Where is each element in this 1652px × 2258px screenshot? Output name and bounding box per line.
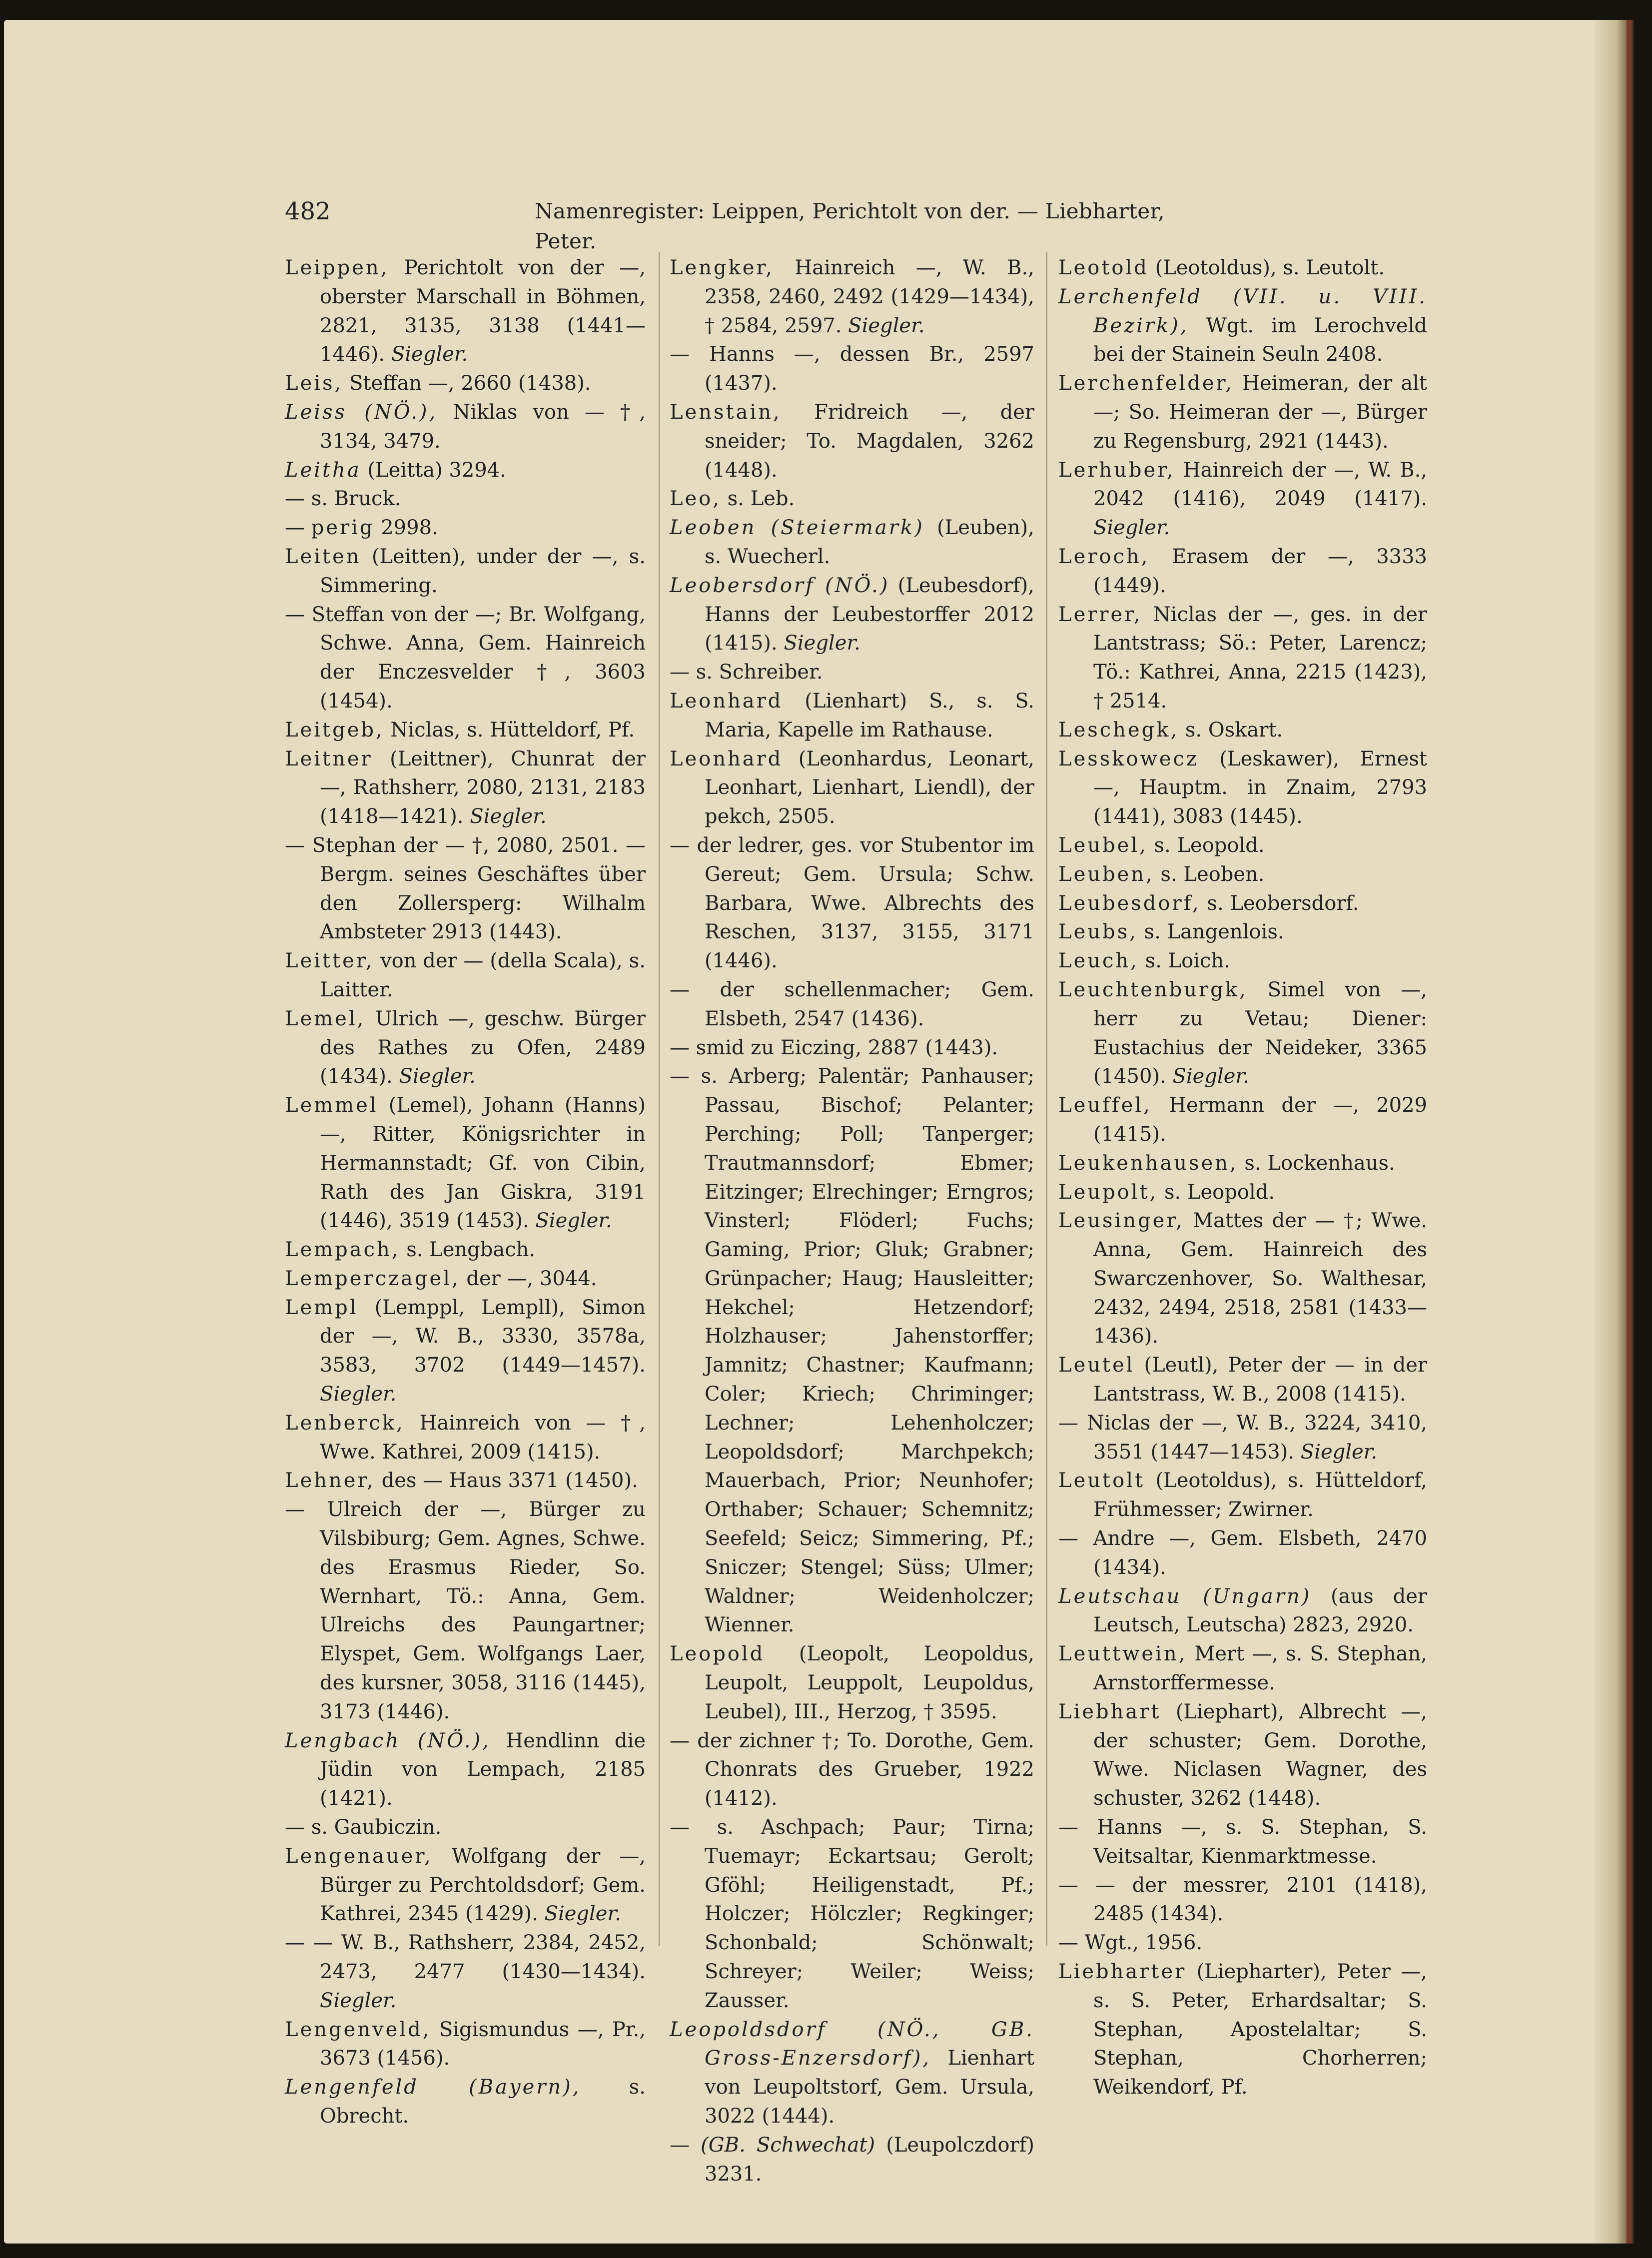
entry-lemma: perig bbox=[311, 516, 375, 540]
entry-lemma: Leonhard bbox=[670, 747, 783, 770]
entry-lemma: Leobersdorf (NÖ.) bbox=[670, 574, 890, 597]
index-entry bbox=[670, 514, 1034, 572]
index-entry bbox=[670, 485, 1034, 514]
index-entry bbox=[670, 687, 1034, 745]
index-entry bbox=[285, 831, 646, 947]
entry-lemma: Leuch, bbox=[1058, 949, 1139, 973]
entry-lemma: Lempl bbox=[285, 1296, 358, 1319]
index-entry bbox=[1058, 1351, 1427, 1409]
index-entry bbox=[285, 456, 646, 485]
entry-text: s. Leopold. bbox=[1147, 833, 1265, 857]
entry-lemma: Leuben, bbox=[1058, 862, 1154, 886]
entry-text: von der — (della Scala), s. Laitter. bbox=[320, 949, 646, 1001]
index-entry bbox=[670, 254, 1034, 340]
index-entry bbox=[1058, 456, 1427, 543]
index-entry bbox=[670, 976, 1034, 1034]
entry-lemma: Leschegk, bbox=[1058, 718, 1179, 742]
index-entry bbox=[285, 1929, 646, 2015]
entry-lemma: Leubs, bbox=[1058, 920, 1138, 944]
entry-text: Hermann der —, 2029 (1415). bbox=[1093, 1094, 1427, 1146]
entry-lemma: Lerchenfeld (VII. u. VIII. Bezirk), bbox=[1058, 285, 1427, 337]
entry-text: Mert —, s. S. Stephan, Arnstorffermesse. bbox=[1093, 1642, 1427, 1695]
entry-text: (Lemppl, Lempll), Simon der —, W. B., 3330, 3578a, 3583, 3702 (1449—1457). bbox=[320, 1296, 646, 1377]
entry-text: — Stephan der — †, 2080, 2501. — Bergm. seines Geschäftes über den Zollersperg: Wilhalm Ambsteter 2913 (1443). bbox=[285, 833, 646, 944]
index-entry bbox=[1058, 1582, 1427, 1640]
entry-text: Fridreich —, der sneider; To. Magdalen, 3262 (1448). bbox=[705, 400, 1034, 482]
entry-text: s. Lengbach. bbox=[400, 1238, 536, 1262]
entry-text: Mattes der — †; Wwe. Anna, Gem. Hainreich des Swarczenhover, So. Walthesar, 2432, 2494, 2518, 2581 (1433—1436). bbox=[1093, 1209, 1427, 1348]
entry-lemma: Leonhard bbox=[670, 689, 783, 713]
entry-text: — der ledrer, ges. vor Stubentor im Gereut; Gem. Ursula; Schw. Barbara, Wwe. Albrechts des Reschen, 3137, 3155, 3171 (1446). bbox=[670, 833, 1034, 973]
column-rule bbox=[659, 252, 660, 1946]
entry-lemma: Lerrer, bbox=[1058, 603, 1142, 626]
entry-lemma: Lenstain, bbox=[670, 400, 782, 424]
index-column-3 bbox=[1058, 254, 1427, 2102]
entry-lemma: Leutschau (Ungarn) bbox=[1058, 1584, 1312, 1608]
entry-text: — der zichner †; To. Dorothe, Gem. Chonrats des Grueber, 1922 (1412). bbox=[670, 1729, 1034, 1810]
entry-text: Hainreich von — †, Wwe. Kathrei, 2009 (1415). bbox=[320, 1411, 646, 1464]
entry-text: — — der messrer, 2101 (1418), 2485 (1434). bbox=[1058, 1873, 1427, 1926]
entry-text: (Leopolt, Leopoldus, Leupolt, Leuppolt, Leupoldus, Leubel), III., Herzog, † 3595. bbox=[705, 1642, 1034, 1723]
entry-lemma: Leiss (NÖ.), bbox=[285, 400, 438, 424]
entry-text: s. Langenlois. bbox=[1137, 920, 1284, 944]
index-entry bbox=[1058, 976, 1427, 1091]
siegler-note: Siegler. bbox=[385, 343, 468, 366]
index-entry bbox=[285, 947, 646, 1005]
entry-text: Ulrich —, geschw. Bürger des Rathes zu Ofen, 2489 (1434). bbox=[320, 1007, 646, 1088]
index-entry bbox=[1058, 1958, 1427, 2102]
page-number: 482 bbox=[285, 197, 331, 225]
entry-text: — Andre —, Gem. Elsbeth, 2470 (1434). bbox=[1058, 1527, 1427, 1579]
entry-text: des — Haus 3371 (1450). bbox=[375, 1469, 638, 1493]
index-entry bbox=[285, 716, 646, 745]
index-entry bbox=[1058, 1207, 1427, 1351]
entry-text: s. Leb. bbox=[721, 487, 795, 511]
index-entry bbox=[670, 2016, 1034, 2131]
entry-lemma: Leroch, bbox=[1058, 545, 1150, 568]
siegler-note: Siegler. bbox=[463, 805, 547, 828]
entry-text: (Leonhardus, Leonart, Leonhart, Lienhart, Liendl), der pekch, 2505. bbox=[705, 747, 1034, 828]
column-rule bbox=[1046, 252, 1047, 1946]
index-entry bbox=[285, 398, 646, 456]
running-title: Namenregister: Leippen, Perichtolt von der. — Liebharter, Peter. bbox=[535, 199, 1165, 253]
index-entry bbox=[670, 572, 1034, 658]
entry-text: — Steffan von der —; Br. Wolfgang, Schwe. Anna, Gem. Hainreich der Enczesvelder †, 3603 (1454). bbox=[285, 603, 646, 713]
index-entry bbox=[1058, 369, 1427, 456]
index-entry bbox=[670, 1034, 1034, 1063]
entry-text: (Leitten), under der —, s. Simmering. bbox=[320, 545, 646, 597]
entry-lemma: Leutolt bbox=[1058, 1469, 1145, 1493]
index-entry bbox=[285, 1005, 646, 1091]
index-entry bbox=[670, 745, 1034, 831]
index-entry bbox=[285, 2073, 646, 2131]
index-entry bbox=[670, 831, 1034, 976]
entry-text: Niclas, s. Hütteldorf, Pf. bbox=[384, 718, 635, 742]
index-entry bbox=[670, 2131, 1034, 2189]
entry-text: Simel von —, herr zu Vetau; Diener: Eustachius der Neideker, 3365 (1450). bbox=[1093, 978, 1427, 1088]
entry-text: (Leupolczdorf) 3231. bbox=[705, 2133, 1034, 2186]
entry-text: s. Leopold. bbox=[1158, 1180, 1275, 1204]
entry-text: — s. Aschpach; Paur; Tirna; Tuemayr; Eckartsau; Gerolt; Gföhl; Heiligenstadt, Pf.; Holczer; Hölczler; Regkinger; Schonbald; Schönwalt; Schreyer; Weiler; Weiss; Zausser. bbox=[670, 1816, 1034, 2012]
entry-text: Niclas der —, ges. in der Lantstrass; Sö.: Peter, Larencz; Tö.: Kathrei, Anna, 2215 (1423), † 2514. bbox=[1093, 603, 1427, 713]
entry-text: — — W. B., Rathsherr, 2384, 2452, 2473, 2477 (1430—1434). bbox=[285, 1931, 646, 1984]
entry-text: — bbox=[670, 2133, 701, 2157]
entry-lemma: Leubesdorf, bbox=[1058, 891, 1201, 915]
index-entry bbox=[1058, 1929, 1427, 1958]
entry-text: (Leotoldus), s. Hütteldorf, Frühmesser; Zwirner. bbox=[1093, 1469, 1427, 1521]
entry-text: Lienhart von Leupoltstorf, Gem. Ursula, 3022 (1444). bbox=[705, 2047, 1034, 2128]
entry-lemma: Lesskowecz bbox=[1058, 747, 1199, 770]
entry-lemma: Leusinger, bbox=[1058, 1209, 1184, 1233]
siegler-note: Siegler. bbox=[320, 1383, 397, 1406]
running-head bbox=[285, 196, 1204, 253]
index-entry bbox=[285, 543, 646, 601]
entry-text: (Leotoldus), s. Leutolt. bbox=[1148, 256, 1385, 279]
entry-lemma: Leis, bbox=[285, 372, 343, 395]
entry-lemma: Leubel, bbox=[1058, 833, 1148, 857]
entry-lemma: Leukenhausen, bbox=[1058, 1151, 1238, 1175]
siegler-note: Siegler. bbox=[1093, 516, 1170, 540]
index-entry bbox=[670, 1727, 1034, 1813]
entry-lemma: Leitner bbox=[285, 747, 373, 770]
entry-text: s. Loich. bbox=[1138, 949, 1230, 973]
index-entry bbox=[285, 1265, 646, 1294]
index-entry bbox=[670, 398, 1034, 485]
index-entry bbox=[1058, 254, 1427, 283]
entry-text: s. Lockenhaus. bbox=[1238, 1151, 1395, 1175]
entry-lemma: Lehner, bbox=[285, 1469, 375, 1493]
entry-lemma: Leuchtenburgk, bbox=[1058, 978, 1248, 1001]
index-entry bbox=[1058, 831, 1427, 860]
index-entry bbox=[1058, 947, 1427, 976]
index-entry bbox=[1058, 889, 1427, 918]
entry-lemma: Leiten bbox=[285, 545, 361, 568]
entry-lemma: Leuffel, bbox=[1058, 1094, 1152, 1117]
index-entry bbox=[1058, 1813, 1427, 1871]
index-entry bbox=[670, 1062, 1034, 1640]
entry-text: — s. Arberg; Palentär; Panhauser; Passau, Bischof; Pelanter; Perching; Poll; Tanperger; Trautmannsdorf; Ebmer; Eitzinger; Elrechinger; Erngros; Vinsterl; Flöderl; Fuchs; Gaming, Prior; Gluk; Grabner; Grünpacher; Haug; Hausleitter; Hekchel; Hetzendorf; Holzhauser; Jahenstorffer; Jamnitz; Chastner; Kaufmann; Coler; Kriech; Chriminger; Lechner; Lehenholczer; Leopoldsdorf; Marchpekch; Mauerbach, Prior; Neunhofer; Orthaber; Schauer; Schemnitz; Seefeld; Seicz; Simmering, Pf.; Sniczer; Stengel; Süss; Ulmer; Waldner; Weidenholczer; Wienner. bbox=[670, 1065, 1034, 1637]
entry-lemma: Leopoldsdorf (NÖ., GB. Gross-Enzersdorf), bbox=[670, 2018, 1034, 2070]
entry-text: (aus der Leutsch, Leutscha) 2823, 2920. bbox=[1093, 1584, 1427, 1637]
entry-text: Heimeran, der alt —; So. Heimeran der —, Bürger zu Regensburg, 2921 (1443). bbox=[1093, 372, 1427, 453]
index-entry bbox=[1058, 1698, 1427, 1813]
entry-place: (GB. Schwechat) bbox=[701, 2133, 875, 2157]
entry-lemma: Lemperczagel, bbox=[285, 1267, 460, 1290]
entry-lemma: Lemmel bbox=[285, 1094, 378, 1117]
index-entry bbox=[285, 514, 646, 543]
entry-lemma: Leutel bbox=[1058, 1354, 1135, 1377]
entry-text: Steffan —, 2660 (1438). bbox=[343, 372, 591, 395]
entry-text: (Leuben), s. Wuecherl. bbox=[705, 516, 1034, 568]
entry-text: Niklas von — †, 3134, 3479. bbox=[320, 400, 646, 453]
index-entry bbox=[285, 745, 646, 831]
entry-lemma: Leippen, bbox=[285, 256, 389, 279]
index-entry bbox=[1058, 716, 1427, 745]
entry-text: — bbox=[285, 516, 311, 540]
entry-text: Erasem der —, 3333 (1449). bbox=[1093, 545, 1427, 597]
entry-lemma: Liebharter bbox=[1058, 1960, 1187, 1984]
entry-lemma: Lengbach (NÖ.), bbox=[285, 1729, 491, 1752]
entry-lemma: Leotold bbox=[1058, 256, 1149, 279]
siegler-note: Siegler. bbox=[538, 1902, 621, 1926]
index-entry bbox=[1058, 601, 1427, 716]
siegler-note: Siegler. bbox=[1294, 1440, 1378, 1464]
index-entry bbox=[1058, 1178, 1427, 1207]
index-entry bbox=[670, 1640, 1034, 1726]
index-column-1 bbox=[285, 254, 646, 2131]
entry-text: — Wgt., 1956. bbox=[1058, 1931, 1203, 1955]
index-entry bbox=[285, 1409, 646, 1467]
entry-text: — s. Gaubiczin. bbox=[285, 1816, 442, 1839]
entry-text: — smid zu Eiczing, 2887 (1443). bbox=[670, 1036, 998, 1059]
entry-text: Wolfgang der —, Bürger zu Perchtoldsdorf; Gem. Kathrei, 2345 (1429). bbox=[320, 1844, 646, 1926]
entry-lemma: Leitter, bbox=[285, 949, 374, 973]
siegler-note: Siegler. bbox=[1166, 1065, 1249, 1088]
index-entry bbox=[285, 1496, 646, 1726]
index-entry bbox=[1058, 860, 1427, 889]
entry-text: Hendlinn die Jüdin von Lempach, 2185 (1421). bbox=[320, 1729, 646, 1810]
index-entry bbox=[1058, 1149, 1427, 1178]
entry-text: (Lienhart) S., s. S. Maria, Kapelle im Rathause. bbox=[705, 689, 1034, 742]
index-entry bbox=[670, 658, 1034, 687]
entry-lemma: Leitha bbox=[285, 458, 361, 482]
siegler-note: Siegler. bbox=[320, 1989, 397, 2012]
entry-lemma: Leitgeb, bbox=[285, 718, 384, 742]
entry-text: — Ulreich der —, Bürger zu Vilsbiburg; Gem. Agnes, Schwe. des Erasmus Rieder, So. Wernhart, Tö.: Anna, Gem. Ulreichs des Paungartner; Elyspet, Gem. Wolfgangs Laer, des kursner, 3058, 3116 (1445), 3173 (1446). bbox=[285, 1498, 646, 1723]
entry-text: — der schellenmacher; Gem. Elsbeth, 2547 (1436). bbox=[670, 978, 1034, 1030]
index-entry bbox=[285, 485, 646, 514]
entry-text: — Niclas der —, W. B., 3224, 3410, 3551 (1447—1453). bbox=[1058, 1411, 1427, 1464]
entry-lemma: Lemel, bbox=[285, 1007, 366, 1030]
entry-text: s. Leoben. bbox=[1154, 862, 1265, 886]
index-entry bbox=[1058, 1091, 1427, 1149]
index-entry bbox=[285, 254, 646, 369]
entry-lemma: Lengker, bbox=[670, 256, 774, 279]
entry-lemma: Lengenveld, bbox=[285, 2018, 431, 2041]
index-entry bbox=[285, 2016, 646, 2074]
entry-lemma: Lengenauer, bbox=[285, 1844, 433, 1868]
binding-edge bbox=[1627, 20, 1632, 2244]
entry-lemma: Lempach, bbox=[285, 1238, 400, 1262]
index-entry bbox=[285, 1842, 646, 1929]
index-entry bbox=[1058, 1640, 1427, 1698]
index-entry bbox=[285, 369, 646, 398]
entry-text: (Liepharter), Peter —, s. S. Peter, Erhardsaltar; S. Stephan, Apostelaltar; S. Stephan, Chorherren; Weikendorf, Pf. bbox=[1093, 1960, 1427, 2099]
entry-text: Sigismundus —, Pr., 3673 (1456). bbox=[320, 2018, 646, 2070]
entry-text: — s. Schreiber. bbox=[670, 661, 823, 684]
entry-text: der —, 3044. bbox=[460, 1267, 597, 1290]
entry-text: Hainreich der —, W. B., 2042 (1416), 2049 (1417). bbox=[1093, 458, 1427, 511]
index-entry bbox=[285, 1294, 646, 1409]
entry-text: (Leubesdorf), Hanns der Leubestorffer 2012 (1415). bbox=[705, 574, 1034, 655]
entry-lemma: Liebhart bbox=[1058, 1700, 1161, 1723]
entry-text: s. Oskart. bbox=[1179, 718, 1283, 742]
index-column-2 bbox=[670, 254, 1034, 2189]
entry-lemma: Leuttwein, bbox=[1058, 1642, 1187, 1666]
entry-text: 2998. bbox=[374, 516, 438, 540]
index-entry bbox=[1058, 543, 1427, 601]
entry-text: (Liephart), Albrecht —, der schuster; Gem. Dorothe, Wwe. Niclasen Wagner, des schuster, 3262 (1448). bbox=[1093, 1700, 1427, 1810]
entry-text: s. Leobersdorf. bbox=[1200, 891, 1359, 915]
entry-lemma: Leopold bbox=[670, 1642, 765, 1666]
entry-text: — s. Bruck. bbox=[285, 487, 401, 511]
index-entry bbox=[1058, 918, 1427, 947]
entry-text: Hainreich —, W. B., 2358, 2460, 2492 (1429—1434), † 2584, 2597. bbox=[705, 256, 1034, 337]
entry-text: — Hanns —, dessen Br., 2597 (1437). bbox=[670, 343, 1034, 395]
siegler-note: Siegler. bbox=[529, 1209, 612, 1233]
entry-text: Wgt. im Lerochveld bei der Stainein Seuln 2408. bbox=[1093, 314, 1427, 366]
index-entry bbox=[1058, 1467, 1427, 1524]
entry-text: s. Obrecht. bbox=[320, 2076, 646, 2128]
index-entry bbox=[285, 1091, 646, 1236]
index-entry bbox=[285, 1467, 646, 1496]
entry-text: — Hanns —, s. S. Stephan, S. Veitsaltar, Kienmarktmesse. bbox=[1058, 1816, 1427, 1868]
index-entry bbox=[285, 1236, 646, 1265]
entry-text: Perichtolt von der —, oberster Marschall in Böhmen, 2821, 3135, 3138 (1441—1446). bbox=[320, 256, 646, 366]
entry-lemma: Lerchenfelder, bbox=[1058, 372, 1234, 395]
index-entry bbox=[670, 340, 1034, 398]
index-entry bbox=[1058, 283, 1427, 369]
entry-text: (Leutl), Peter der — in der Lantstrass, W. B., 2008 (1415). bbox=[1093, 1354, 1427, 1406]
entry-lemma: Lenberck, bbox=[285, 1411, 405, 1435]
entry-lemma: Lerhuber, bbox=[1058, 458, 1175, 482]
entry-text: (Lemel), Johann (Hanns) —, Ritter, Königsrichter in Hermannstadt; Gf. von Cibin, Rath des Jan Giskra, 3191 (1446), 3519 (1453). bbox=[320, 1094, 646, 1233]
siegler-note: Siegler. bbox=[392, 1065, 476, 1088]
index-entry bbox=[1058, 1871, 1427, 1929]
siegler-note: Siegler. bbox=[841, 314, 925, 337]
index-entry bbox=[1058, 745, 1427, 831]
entry-lemma: Lengenfeld (Bayern), bbox=[285, 2076, 581, 2099]
entry-text: (Leitta) 3294. bbox=[361, 458, 506, 482]
index-entry bbox=[1058, 1409, 1427, 1467]
entry-lemma: Leoben (Steiermark) bbox=[670, 516, 924, 540]
index-entry bbox=[1058, 1524, 1427, 1582]
siegler-note: Siegler. bbox=[777, 632, 860, 655]
index-entry bbox=[670, 1813, 1034, 2016]
index-entry bbox=[285, 1813, 646, 1842]
index-entry bbox=[285, 1727, 646, 1813]
index-entry bbox=[285, 601, 646, 716]
entry-lemma: Leo, bbox=[670, 487, 722, 511]
entry-lemma: Leupolt, bbox=[1058, 1180, 1158, 1204]
entry-text: (Leittner), Chunrat der —, Rathsherr, 2080, 2131, 2183 (1418—1421). bbox=[320, 747, 646, 828]
entry-text: (Leskawer), Ernest —, Hauptm. in Znaim, 2793 (1441), 3083 (1445). bbox=[1093, 747, 1427, 828]
